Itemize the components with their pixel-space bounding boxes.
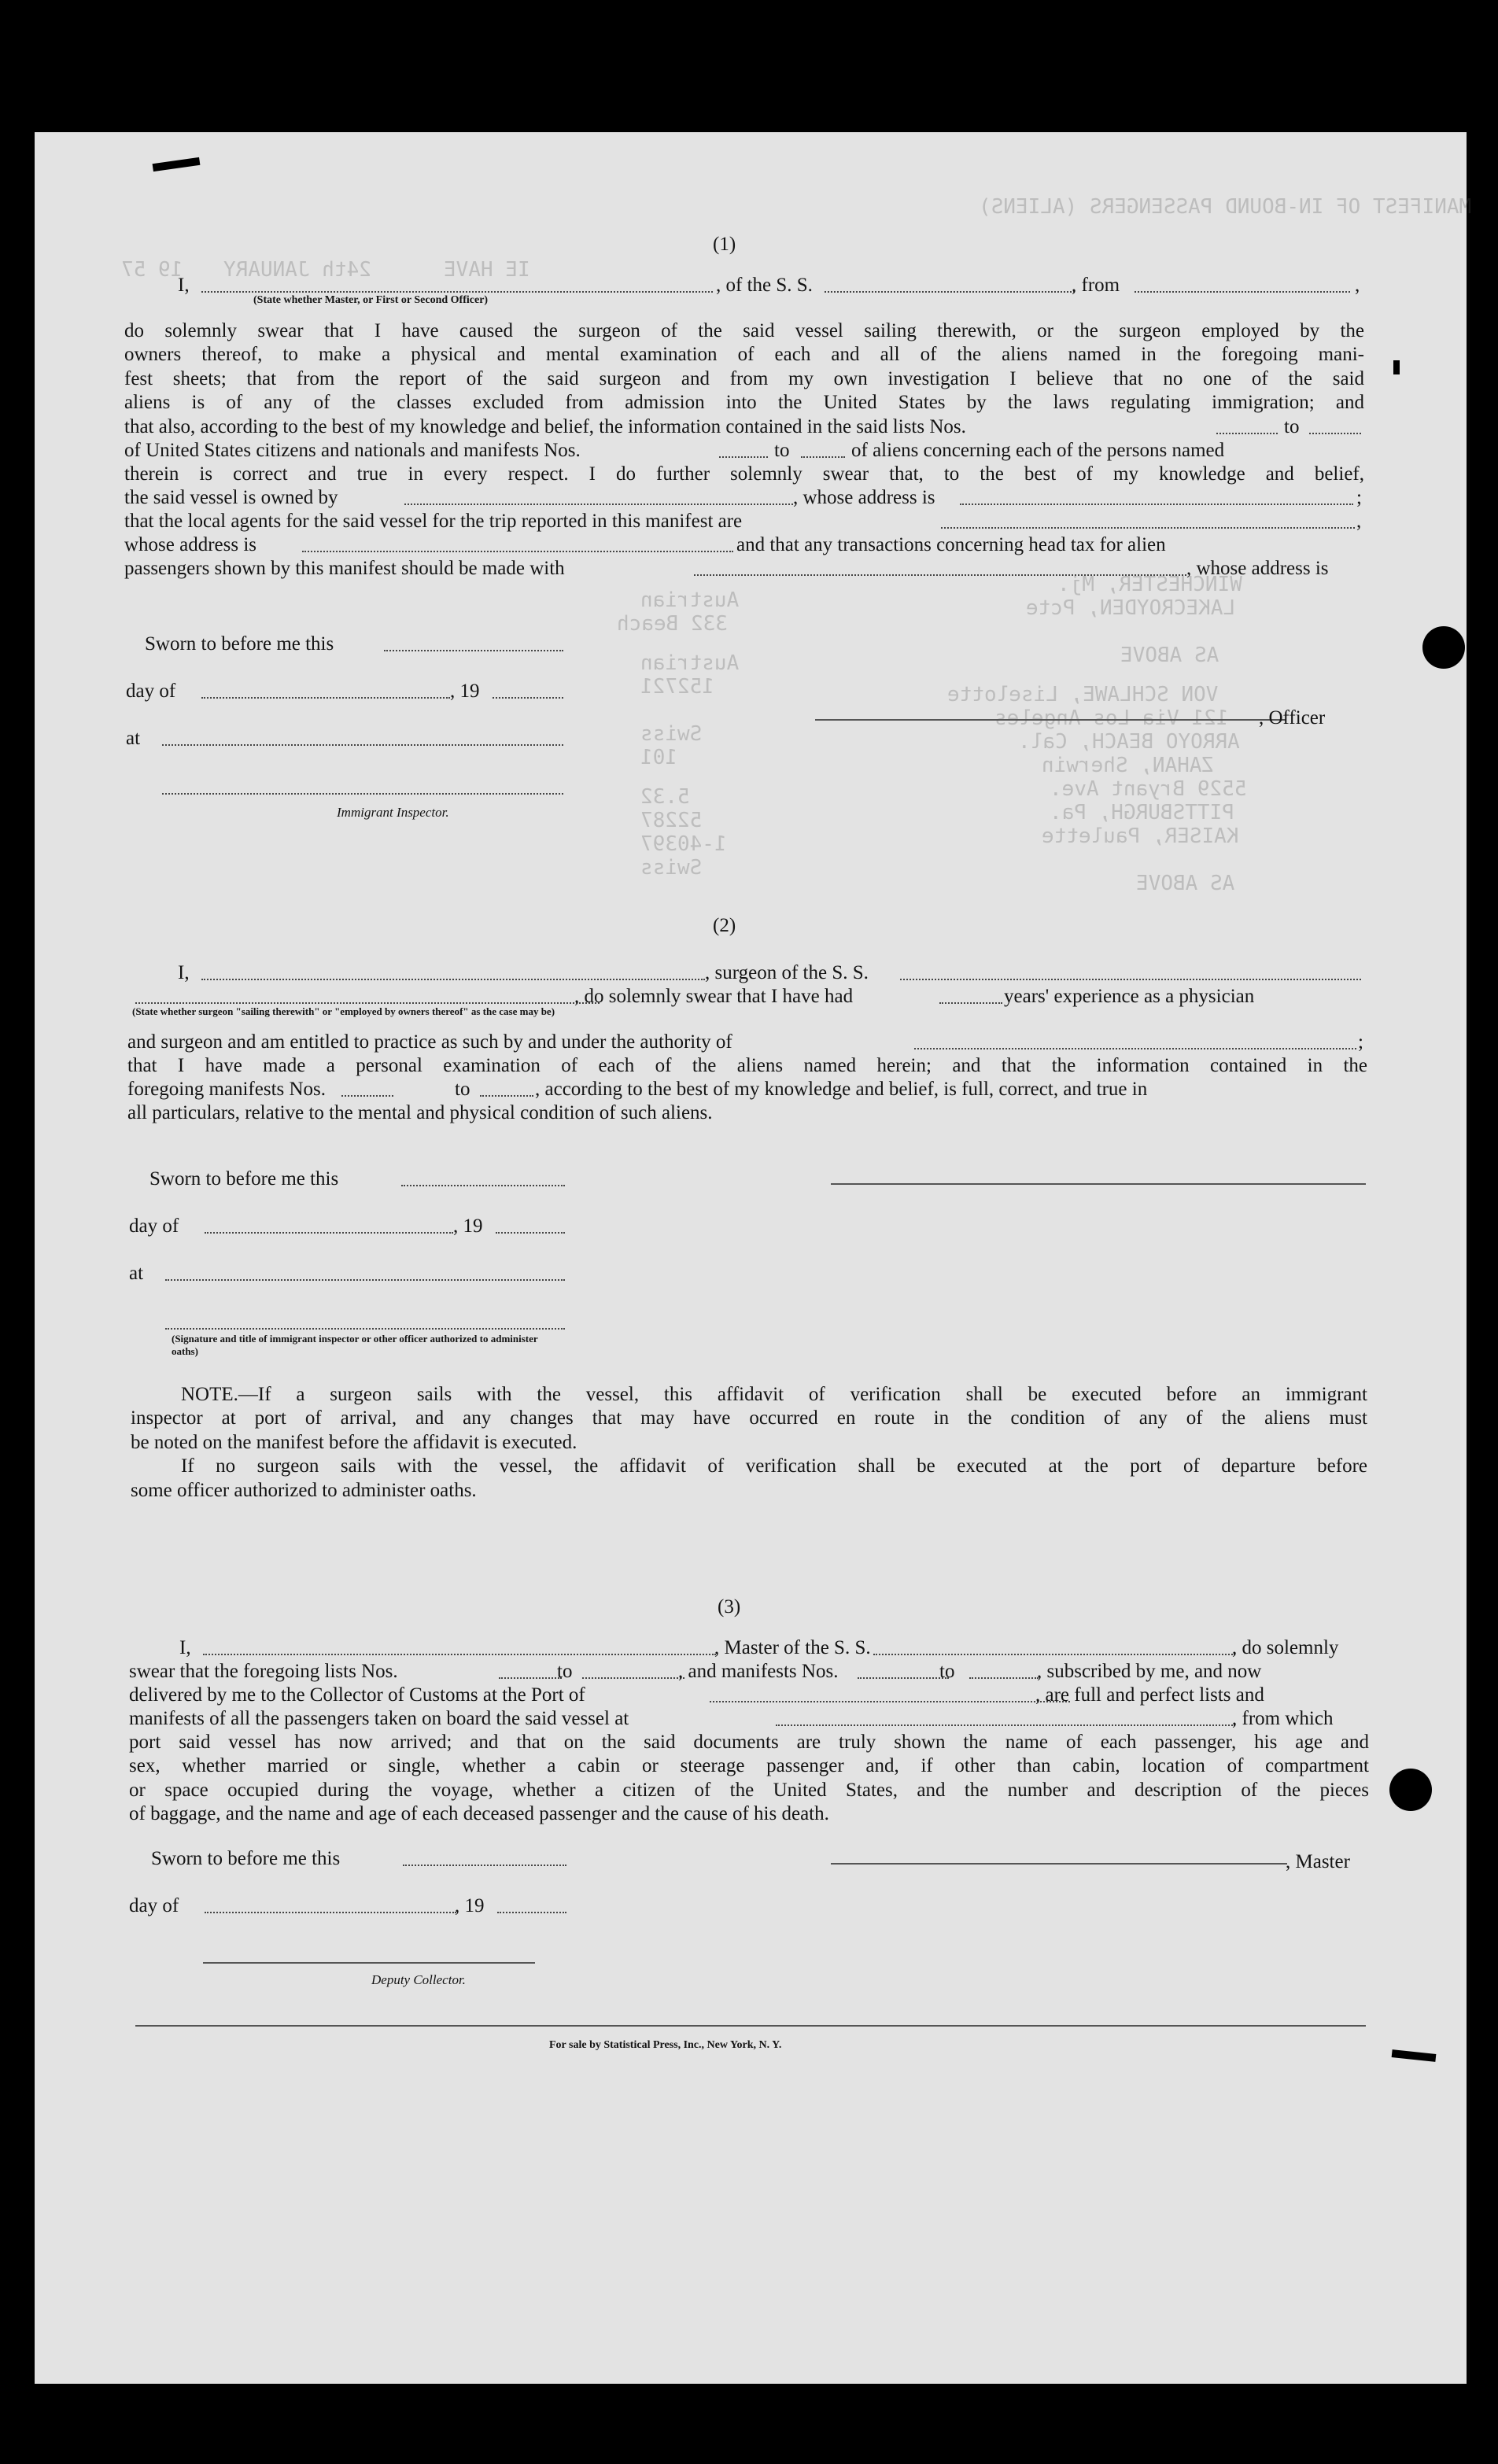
s2-surgeon-name-blank[interactable]: [201, 979, 705, 980]
s3-lists-to-blank[interactable]: [582, 1677, 684, 1679]
s2-manifests-line: foregoing manifests Nos.: [127, 1079, 327, 1100]
s3-oath-paragraph: port said vessel has now arrived; and that on the said documents are truly shown the name of each passenger, his age and sex, whether married or single, whether a cabin or steerage passenger and, if other than cabin, location of compartment or space occupied during the voyage, whether a citizen of the United States, and the number and description of the pieces of baggage, and the name and age of each deceased passenger and the cause of his death.: [129, 1732, 1369, 1825]
bleed-through-text: 152721: [640, 675, 714, 699]
s1-owned-by: the said vessel is owned by: [124, 487, 338, 508]
s3-swear: swear that the foregoing lists Nos.: [129, 1661, 398, 1682]
s1-head-tax: and that any transactions concerning head tax for alien: [736, 534, 1166, 555]
s3-from-which: , from which: [1232, 1708, 1334, 1729]
bleed-through-text: ZAHAN, Sherwin: [1042, 754, 1215, 777]
s3-deputy-signature-line[interactable]: [203, 1962, 535, 1964]
bleed-through-text: WINCHESTER, Mj.: [1057, 573, 1242, 596]
s3-lists-from-blank[interactable]: [499, 1677, 562, 1679]
s2-day-blank[interactable]: [205, 1232, 453, 1234]
s1-officer-signature-line[interactable]: [815, 719, 1286, 721]
s1-manifests-from-blank[interactable]: [719, 456, 768, 458]
s1-to-2: to: [774, 440, 790, 461]
section-3-number: (3): [718, 1596, 741, 1617]
s1-of-ss: , of the S. S.: [716, 275, 813, 296]
s1-i: I,: [178, 275, 190, 296]
s2-sworn-blank[interactable]: [401, 1185, 565, 1186]
s1-officer-rank-blank[interactable]: [201, 291, 713, 293]
s3-and-manifests: , and manifests Nos.: [678, 1661, 839, 1682]
bleed-through-text: 52287: [640, 809, 703, 832]
s3-delivered: delivered by me to the Collector of Customs at the Port of: [129, 1684, 585, 1706]
s3-year-blank[interactable]: [497, 1912, 566, 1913]
s2-according: , according to the best of my knowledge and belief, is full, correct, and true in: [535, 1079, 1148, 1100]
s2-years-blank[interactable]: [939, 1002, 1002, 1004]
s1-nineteen: , 19: [450, 681, 480, 702]
s1-day-blank[interactable]: [201, 697, 450, 699]
s1-inspector-label: Immigrant Inspector.: [337, 805, 449, 820]
punch-hole-top: [1422, 626, 1465, 669]
s1-to: to: [1284, 416, 1300, 437]
section-2-number: (2): [713, 915, 736, 936]
s1-passengers-line: passengers shown by this manifest should be made with: [124, 558, 565, 579]
s3-day-blank[interactable]: [205, 1912, 456, 1913]
s1-owner-address-blank[interactable]: [960, 503, 1353, 505]
s3-master: , Master: [1286, 1851, 1350, 1872]
bleed-through-header: 24th JANUARY: [223, 258, 371, 282]
s3-vessel-blank[interactable]: [873, 1654, 1235, 1655]
s1-whose-address: , whose address is: [793, 487, 935, 508]
s1-agents-blank[interactable]: [941, 527, 1355, 529]
bleed-through-text: AS ABOVE: [1120, 644, 1219, 667]
s2-nineteen: , 19: [453, 1215, 483, 1237]
s3-i: I,: [179, 1637, 191, 1658]
form-page: [35, 132, 1472, 2384]
s1-lists-from-blank[interactable]: [1216, 433, 1278, 434]
s2-examination-line: that I have made a personal examination of each of the aliens named herein; and that the information contained in the: [127, 1055, 1367, 1076]
s1-vessel-name-blank[interactable]: [825, 291, 1075, 293]
scan-mark: [153, 157, 201, 172]
s1-comma-2: ,: [1356, 511, 1362, 532]
s2-status-blank[interactable]: [135, 1002, 600, 1004]
s2-i: I,: [178, 962, 190, 983]
s1-sworn: Sworn to before me this: [145, 633, 334, 655]
s1-comma: ,: [1355, 275, 1360, 296]
s3-manifests-all: manifests of all the passengers taken on board the said vessel at: [129, 1708, 629, 1729]
s2-authority-line: and surgeon and am entitled to practice as such by and under the authority of: [127, 1031, 732, 1053]
punch-hole-bottom: [1389, 1769, 1432, 1811]
s1-day-of: day of: [126, 681, 176, 702]
s2-to: to: [455, 1079, 470, 1100]
s2-authority-blank[interactable]: [914, 1048, 1356, 1049]
s3-to: to: [557, 1661, 573, 1682]
s2-manifests-to-blank[interactable]: [480, 1095, 533, 1097]
s2-vessel-blank[interactable]: [900, 979, 1361, 980]
s2-surgeon-note: (State whether surgeon "sailing therewith" or "employed by owners thereof" as the case may be): [132, 1005, 555, 1017]
s2-surgeon-signature-line[interactable]: [831, 1183, 1366, 1185]
s2-note-paragraph: NOTE.—If a surgeon sails with the vessel, this affidavit of verification shall be executed before an immigrant inspector at port of arrival, and any changes that may have occurred en route in the condition of any of the aliens must be noted on the manifest before the affidavit is executed. If no surgeon sails with the vessel, the affidavit of verification shall be executed at the port of departure before some officer authorized to administer oaths.: [131, 1384, 1367, 1501]
s1-from-port-blank[interactable]: [1135, 291, 1350, 293]
s2-year-blank[interactable]: [496, 1232, 565, 1234]
bleed-through-text: KAISER, Paulette: [1042, 824, 1239, 848]
s2-particulars-line: all particulars, relative to the mental and physical condition of such aliens.: [127, 1102, 713, 1123]
s1-head-tax-agent-blank[interactable]: [694, 574, 1186, 576]
s1-of-aliens: of aliens concerning each of the persons named: [851, 440, 1225, 461]
s1-semicolon: ;: [1356, 487, 1362, 508]
bleed-through-text: 101: [640, 746, 677, 769]
s3-sworn-blank[interactable]: [403, 1865, 566, 1866]
s1-oath-paragraph: do solemnly swear that I have caused the surgeon of the said vessel sailing therewith, or the surgeon employed by the owners thereof, to make a physical and mental examination of each and all of the aliens named in the foregoing mani- fest sheets; that from the report of the said surgeon and from my own investigation I believe that no one of the said aliens is of any of the classes excluded from admission into the United States by the laws regulating immigration; and: [124, 320, 1364, 414]
s1-owner-blank[interactable]: [404, 503, 793, 505]
s1-from: , from: [1072, 275, 1120, 296]
s3-nineteen: , 19: [455, 1895, 485, 1916]
s1-inspector-signature-blank[interactable]: [162, 793, 563, 795]
s2-day-of: day of: [129, 1215, 179, 1237]
s2-sig-note: (Signature and title of immigrant inspector or other officer authorized to administer oaths): [172, 1333, 538, 1357]
bleed-through-text: 332 Beach: [617, 612, 728, 636]
footer-printer: For sale by Statistical Press, Inc., New York, N. Y.: [549, 2039, 782, 2051]
s1-sworn-blank[interactable]: [384, 650, 563, 651]
s3-full: , are full and perfect lists and: [1035, 1684, 1264, 1706]
bleed-through-text: 5529 Bryant Ave.: [1050, 777, 1247, 801]
s1-manifests-line: of United States citizens and nationals and manifests Nos.: [124, 440, 581, 461]
s3-day-of: day of: [129, 1895, 179, 1916]
section-1-number: (1): [713, 234, 736, 255]
s2-manifests-from-blank[interactable]: [341, 1095, 393, 1097]
scan-mark: [1392, 2049, 1437, 2062]
s3-deputy-label: Deputy Collector.: [371, 1972, 466, 1987]
s2-at-blank[interactable]: [165, 1279, 565, 1281]
s2-years: years' experience as a physician: [1004, 986, 1255, 1007]
s3-master-of: , Master of the S. S.: [714, 1637, 871, 1658]
bleed-through-text: VON SCHLAWE, Liselotte: [947, 683, 1219, 706]
scan-mark: [1393, 360, 1400, 374]
bleed-through-text: Austrian: [640, 651, 740, 675]
s3-sworn: Sworn to before me this: [151, 1848, 341, 1869]
s1-correct-line: therein is correct and true in every respect. I do further solemnly swear that, to the best of my knowledge and belief,: [124, 463, 1364, 485]
s2-semicolon: ;: [1358, 1031, 1363, 1053]
s1-agents-address: whose address is: [124, 534, 257, 555]
s1-lists-to-blank[interactable]: [1309, 433, 1361, 434]
s2-officer-signature-blank[interactable]: [165, 1328, 565, 1330]
s2-at: at: [129, 1263, 144, 1284]
bleed-through-text: 121 Via Los Angeles: [994, 706, 1229, 730]
bleed-through-header: IE HAVE: [444, 258, 530, 282]
s1-local-agents: that the local agents for the said vessel for the trip reported in this manifest are: [124, 511, 743, 532]
s1-at-blank[interactable]: [162, 744, 563, 746]
s3-port-blank[interactable]: [710, 1701, 1070, 1702]
bleed-through-text: 1-40397: [640, 832, 727, 856]
s2-sworn: Sworn to before me this: [149, 1168, 339, 1190]
s3-to-2: to: [939, 1661, 955, 1682]
bleed-through-text: Swiss: [640, 856, 703, 880]
footer-rule: [135, 2025, 1366, 2027]
s1-agents-address-blank[interactable]: [302, 551, 733, 552]
s3-manifests-to-blank[interactable]: [969, 1677, 1039, 1679]
s2-do-solemnly: , do solemnly swear that I have had: [574, 986, 854, 1007]
s3-boarding-port-blank[interactable]: [776, 1724, 1235, 1726]
bleed-through-text: LAKECROYDEN, Pcte: [1026, 596, 1236, 620]
s3-master-name-blank[interactable]: [203, 1654, 716, 1655]
bleed-through-text: 5.32: [640, 785, 690, 809]
bleed-through-text: AS ABOVE: [1136, 872, 1235, 895]
s1-master-note: (State whether Master, or First or Second Officer): [253, 294, 489, 306]
bleed-through-text: ARROYO BEACH, Cal.: [1018, 730, 1240, 754]
bleed-through-text: Swiss: [640, 722, 703, 746]
bleed-through-text: Austrian: [640, 588, 740, 612]
s3-do-solemnly: , do solemnly: [1232, 1637, 1339, 1658]
bleed-through-text: PITTSBURGH, Pa.: [1050, 801, 1234, 824]
s3-manifests-from-blank[interactable]: [858, 1677, 949, 1679]
s1-year-blank[interactable]: [493, 697, 563, 699]
bleed-through-header: MANIFEST OF IN-BOUND PASSENGERS (ALIENS): [979, 195, 1472, 219]
s1-lists-line: that also, according to the best of my knowledge and belief, the information contained in the said lists Nos.: [124, 416, 966, 437]
s3-master-signature-line[interactable]: [831, 1863, 1287, 1865]
s1-whose-address-2: , whose address is: [1186, 558, 1329, 579]
s1-officer: , Officer: [1259, 707, 1326, 729]
s2-surgeon-of: , surgeon of the S. S.: [705, 962, 869, 983]
s1-manifests-to-blank[interactable]: [801, 456, 845, 458]
s3-subscribed: , subscribed by me, and now: [1037, 1661, 1262, 1682]
s1-at: at: [126, 728, 141, 749]
bleed-through-header: 19 57: [121, 258, 183, 282]
